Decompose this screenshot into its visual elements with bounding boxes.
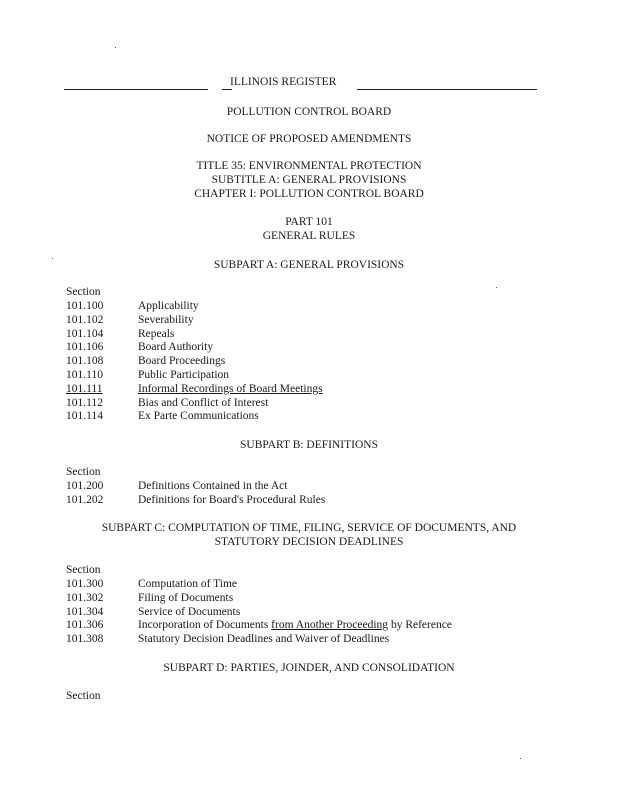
section-title: Board Proceedings (138, 355, 226, 368)
section-number: 101.302 (66, 591, 104, 604)
section-number: 101.108 (66, 355, 104, 368)
header-rule-left (64, 89, 208, 90)
register-title: ILLINOIS REGISTER (230, 76, 337, 88)
toc-row (66, 341, 546, 355)
toc-row (66, 633, 546, 647)
section-number: 101.102 (66, 313, 104, 326)
section-title: Service of Documents (138, 605, 241, 618)
toc-row (66, 606, 546, 620)
subtitle-line: SUBTITLE A: GENERAL PROVISIONS (211, 174, 407, 186)
toc-row (66, 592, 546, 606)
chapter-line: CHAPTER I: POLLUTION CONTROL BOARD (194, 188, 424, 200)
section-title: Ex Parte Communications (138, 410, 259, 423)
subpart-a-sections (66, 300, 546, 424)
toc-row (66, 369, 546, 383)
toc-row (66, 397, 546, 411)
scan-speck (115, 47, 116, 48)
part-name: GENERAL RULES (262, 230, 356, 242)
section-number: 101.106 (66, 341, 104, 354)
toc-row (66, 619, 546, 633)
section-number: 101.110 (66, 368, 103, 381)
toc-row (66, 328, 546, 342)
section-title: Filing of Documents (138, 591, 234, 604)
toc-row (66, 300, 546, 314)
section-title: Board Authority (138, 341, 214, 354)
section-title: Definitions Contained in the Act (138, 480, 288, 492)
toc-row (66, 480, 546, 494)
section-title: Informal Recordings of Board Meetings (138, 382, 323, 395)
section-number: 101.114 (66, 410, 103, 423)
section-number: 101.306 (66, 619, 104, 632)
header-rule-right (357, 89, 537, 90)
section-number: 101.104 (66, 327, 104, 340)
toc-row (66, 383, 546, 397)
notice-title: NOTICE OF PROPOSED AMENDMENTS (206, 133, 412, 145)
section-title-insertion: from Another Proceeding (271, 619, 389, 632)
section-number: 101.100 (66, 300, 104, 312)
section-number: 101.300 (66, 578, 104, 590)
section-title: Bias and Conflict of Interest (138, 396, 269, 409)
section-label: Section (66, 286, 101, 298)
toc-row (66, 355, 546, 369)
subpart-d-heading: SUBPART D: PARTIES, JOINDER, AND CONSOLIDATION (163, 662, 455, 674)
subpart-c-heading: SUBPART C: COMPUTATION OF TIME, FILING, SERVICE OF DOCUMENTS, AND (101, 522, 517, 534)
section-label: Section (66, 690, 101, 702)
board-name: POLLUTION CONTROL BOARD (226, 106, 392, 118)
section-number: 101.112 (66, 396, 103, 409)
subpart-b-sections (66, 480, 546, 508)
section-title: Computation of Time (138, 578, 238, 590)
section-title (138, 619, 452, 633)
section-title: Public Participation (138, 368, 230, 381)
section-title: Statutory Decision Deadlines and Waiver of Deadlines (138, 633, 390, 646)
section-title: Repeals (138, 327, 175, 340)
section-title-pre: Incorporation of Documents (138, 619, 272, 632)
section-number: 101.304 (66, 605, 104, 618)
section-number: 101.111 (66, 382, 103, 395)
toc-row (66, 314, 546, 328)
section-number: 101.200 (66, 480, 104, 492)
part-number: PART 101 (285, 216, 333, 228)
title-line: TITLE 35: ENVIRONMENTAL PROTECTION (196, 160, 422, 172)
section-label: Section (66, 466, 101, 478)
scan-speck (520, 758, 521, 759)
section-label: Section (66, 564, 101, 576)
section-title: Definitions for Board's Procedural Rules (138, 493, 326, 506)
section-title: Severability (138, 313, 194, 326)
subpart-c-heading-cont: STATUTORY DECISION DEADLINES (214, 536, 404, 548)
subpart-c-sections (66, 578, 546, 647)
section-title-post: by Reference (388, 619, 452, 632)
toc-row (66, 410, 546, 424)
subpart-b-heading: SUBPART B: DEFINITIONS (240, 439, 378, 451)
section-number: 101.308 (66, 633, 104, 646)
scan-speck (496, 287, 497, 288)
section-number: 101.202 (66, 493, 104, 506)
subpart-a-heading: SUBPART A: GENERAL PROVISIONS (213, 259, 405, 271)
section-title: Applicability (138, 300, 199, 312)
toc-row (66, 578, 546, 592)
toc-row (66, 494, 546, 508)
